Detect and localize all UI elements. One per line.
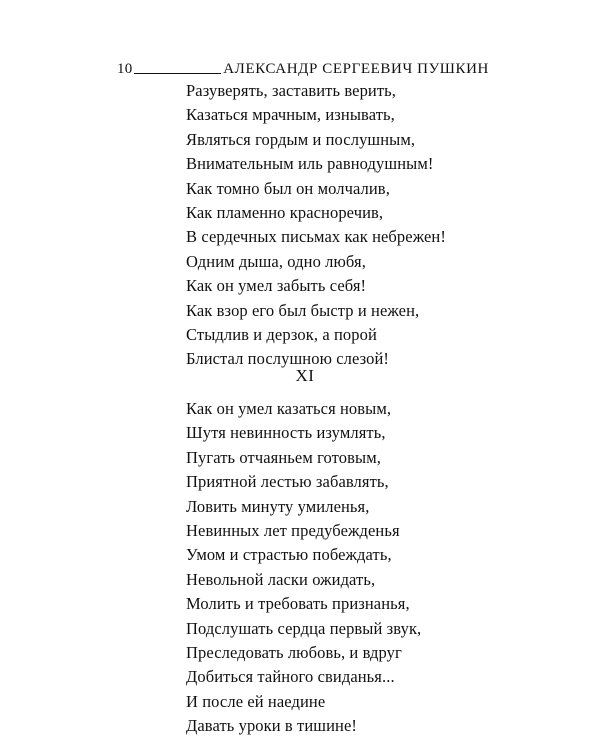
verse-line: Пугать отчаяньем готовым, <box>186 447 381 467</box>
verse-line: Как пламенно красноречив, <box>186 203 384 223</box>
verse-line: Приятной лестью забавлять, <box>186 472 389 492</box>
verse-line: Одним дыша, одно любя, <box>186 251 366 271</box>
verse-line: Стыдлив и дерзок, а порой <box>186 325 377 345</box>
verse-line: В сердечных письмах как небрежен! <box>186 227 446 247</box>
verse-line: Молить и требовать признанья, <box>186 594 410 614</box>
verse-line: Как взор его был быстр и нежен, <box>186 300 420 320</box>
page-number: 10 <box>117 61 133 77</box>
verse-line: Как он умел казаться новым, <box>186 399 392 418</box>
verse-line: Шутя невинность изумлять, <box>186 423 386 443</box>
stanza-number: XI <box>295 366 315 385</box>
verse-line: Разуверять, заставить верить, <box>186 81 397 100</box>
verse-line: Являться гордым и послушным, <box>186 129 416 149</box>
verse-line: Как он умел забыть себя! <box>186 276 367 296</box>
verse-line: Умом и страстью побеждать, <box>186 545 392 565</box>
verse-line: Казаться мрачным, изнывать, <box>186 105 395 125</box>
verse-line: Добиться тайного свиданья... <box>186 667 395 687</box>
verse-line: Невинных лет предубежденья <box>186 521 400 541</box>
verse-line: Преследовать любовь, и вдруг <box>186 643 402 663</box>
stanza-xi <box>186 397 421 739</box>
verse-line: Внимательным иль равнодушным! <box>186 154 434 174</box>
verse-line: Давать уроки в тишине! <box>186 716 357 736</box>
verse-line: Блистал послушною слезой! <box>186 349 389 369</box>
header-rule <box>134 73 221 74</box>
verse-line: И после ей наедине <box>186 691 326 711</box>
verse-line: Как томно был он молчалив, <box>186 178 390 198</box>
verse-line: Невольной ласки ожидать, <box>186 569 376 589</box>
verse-line: Подслушать сердца первый звук, <box>186 618 422 638</box>
running-title: АЛЕКСАНДР СЕРГЕЕВИЧ ПУШКИН <box>223 61 489 77</box>
verse-line: Ловить минуту умиленья, <box>186 496 370 516</box>
page-header <box>117 55 489 77</box>
stanza-x <box>186 79 446 372</box>
